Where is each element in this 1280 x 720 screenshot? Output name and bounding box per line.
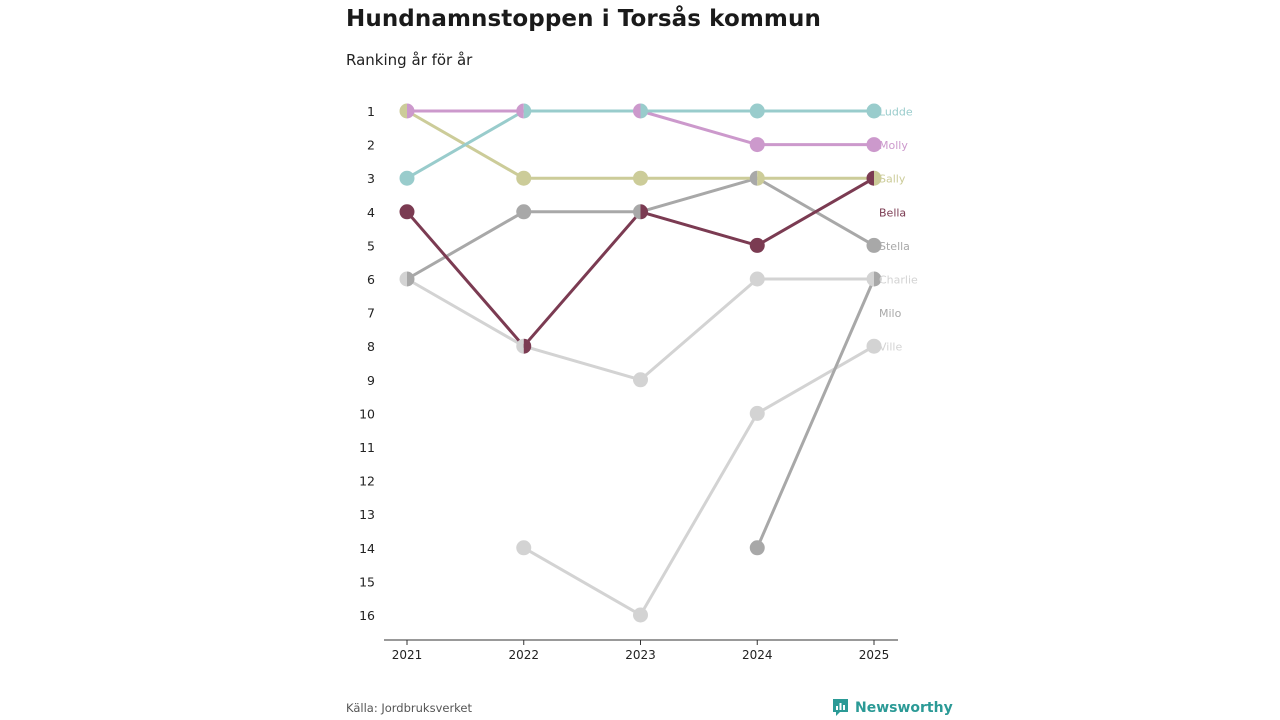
end-label-molly: Molly (879, 139, 908, 153)
end-label-stella: Stella (879, 239, 910, 253)
y-tick-label: 1 (367, 104, 375, 119)
brand-logo[interactable] (832, 698, 953, 717)
x-axis-ticks (392, 640, 890, 662)
y-tick-label: 11 (359, 440, 375, 455)
y-tick-label: 16 (359, 608, 375, 623)
point-milo-2023 (633, 608, 648, 623)
point-bella-2021 (400, 204, 415, 219)
y-tick-label: 3 (367, 171, 375, 187)
point-milo-2022 (516, 540, 531, 555)
end-labels (879, 106, 918, 354)
series-lines (407, 111, 874, 615)
end-label-sally: Sally (879, 172, 906, 186)
y-tick-label: 15 (359, 574, 375, 590)
y-tick-label: 13 (359, 507, 375, 523)
point-molly-2024 (750, 137, 765, 152)
x-tick-label: 2022 (508, 648, 540, 662)
point-ludde-2024 (750, 104, 765, 119)
point-ville-2023 (633, 372, 648, 387)
x-tick-label: 2021 (391, 648, 423, 662)
y-tick-label: 5 (367, 238, 375, 254)
chart-title: Hundnamnstoppen i Torsås kommun (346, 6, 821, 32)
point-ludde-2023 (641, 104, 649, 119)
point-charlie-2024 (750, 540, 765, 555)
point-ludde-2021 (400, 171, 415, 186)
y-tick-label: 14 (359, 540, 375, 556)
y-axis-ticks (359, 104, 375, 623)
x-tick-label: 2024 (741, 648, 773, 662)
series-line-stella (407, 178, 874, 279)
x-tick-label: 2025 (858, 648, 890, 662)
series-line-charlie (757, 279, 874, 548)
point-sally-2021 (400, 104, 407, 119)
y-tick-label: 9 (367, 372, 375, 388)
point-sally-2023 (633, 171, 648, 186)
point-bella-2024 (750, 238, 765, 253)
point-milo-2024 (750, 406, 765, 421)
point-sally-2022 (516, 171, 531, 186)
brand-name: Newsworthy (855, 699, 953, 716)
y-tick-label: 2 (367, 137, 375, 153)
series-points (400, 104, 882, 623)
end-label-charlie: Charlie (879, 273, 918, 287)
point-ludde-2022 (524, 104, 532, 119)
y-tick-label: 12 (359, 473, 375, 489)
chart-subtitle: Ranking år för år (346, 51, 473, 69)
end-label-ville: Ville (879, 340, 903, 354)
point-stella-2022 (516, 204, 531, 219)
end-label-bella: Bella (879, 206, 907, 220)
point-ville-2021 (400, 272, 407, 287)
point-molly-2023 (633, 104, 641, 119)
source-note: Källa: Jordbruksverket (346, 701, 473, 715)
end-label-milo: Milo (879, 307, 902, 321)
point-ville-2024 (750, 272, 765, 287)
y-tick-label: 10 (359, 406, 375, 422)
y-tick-label: 6 (367, 272, 375, 287)
y-tick-label: 4 (367, 204, 375, 220)
newsworthy-logo-icon (832, 698, 849, 717)
end-label-ludde: Ludde (879, 105, 913, 119)
series-line-milo (524, 346, 874, 615)
point-stella-2024 (750, 171, 757, 186)
y-tick-label: 7 (367, 305, 375, 321)
point-ville-2025 (867, 272, 874, 287)
y-tick-label: 8 (367, 339, 375, 355)
point-bella-2023 (641, 204, 649, 219)
x-tick-label: 2023 (625, 648, 656, 662)
